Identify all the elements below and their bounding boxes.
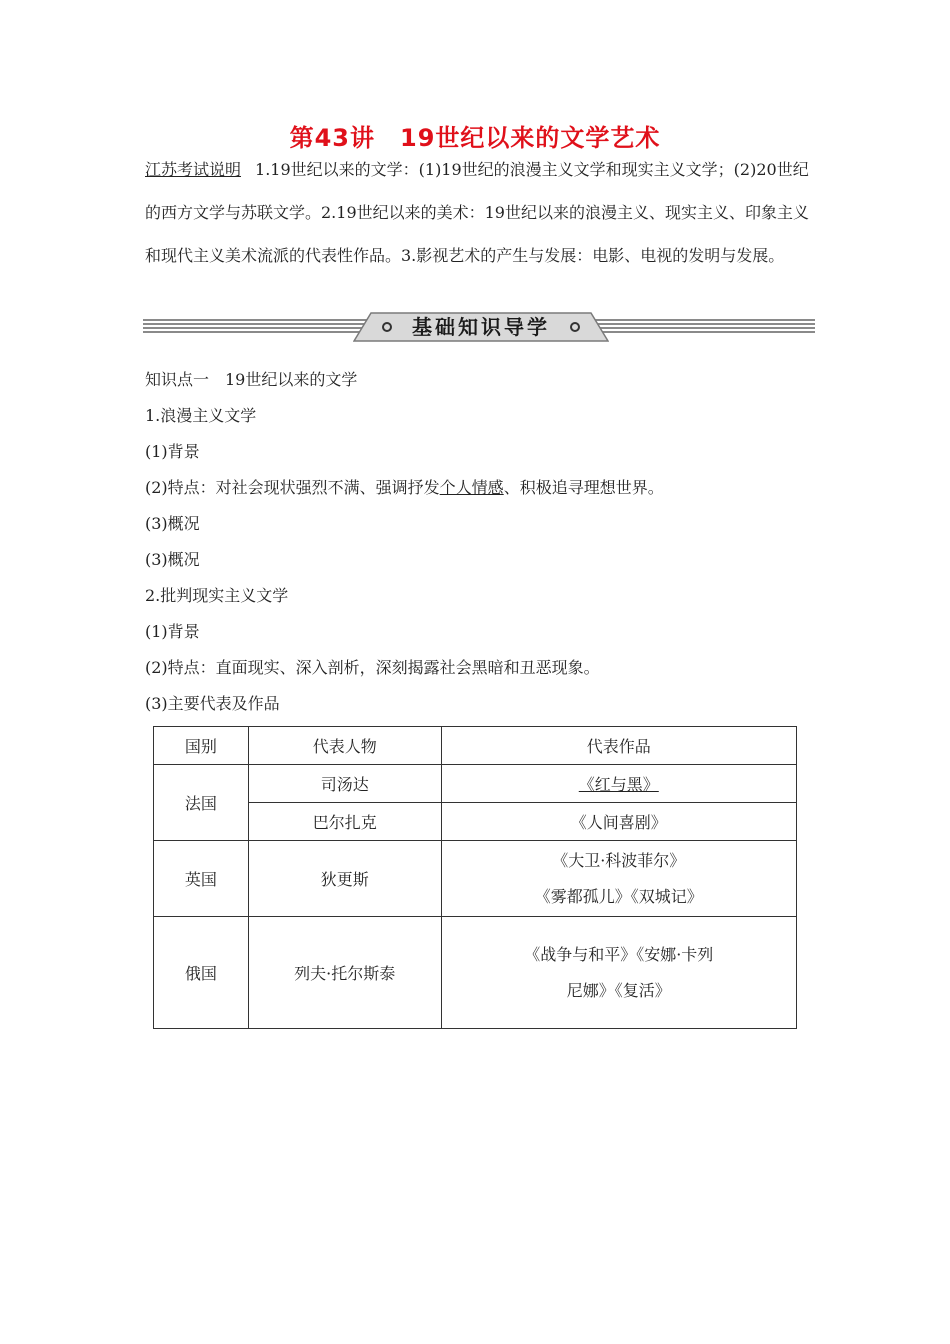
works-cell (441, 841, 796, 917)
author-cell: 司汤达 (248, 765, 441, 803)
work-line: 《雾都孤儿》《双城记》 (534, 886, 703, 906)
works-cell (441, 917, 796, 1029)
romanticism-features-prefix: (2)特点：对社会现状强烈不满、强调抒发 (145, 478, 440, 497)
syllabus-text: 1.19世纪以来的文学：(1)19世纪的浪漫主义文学和现实主义文学；(2)20世纪的西方文学与苏联文学。2.19世纪以来的美术：19世纪以来的浪漫主义、现实主义、印象主义和现代主义美术流派的代表性作品。3.影视艺术的产生与发展：电影、电视的发明与发展。 (145, 160, 809, 265)
table-row (154, 841, 797, 917)
country-cell: 法国 (154, 765, 249, 841)
work-title: 《红与黑》 (578, 775, 659, 794)
table-header-row (154, 727, 797, 765)
header-author: 代表人物 (248, 727, 441, 765)
table-row (154, 917, 797, 1029)
romanticism-features-keyword: 个人情感 (439, 478, 504, 497)
header-country: 国别 (154, 727, 249, 765)
author-cell: 列夫·托尔斯泰 (248, 917, 441, 1029)
works-cell (441, 765, 796, 803)
romanticism-heading: 1.浪漫主义文学 (145, 406, 257, 425)
work-line: 《战争与和平》《安娜·卡列 (524, 944, 714, 964)
country-cell: 英国 (154, 841, 249, 917)
page-title: 第43讲 19世纪以来的文学艺术 (289, 124, 661, 152)
header-works: 代表作品 (441, 727, 796, 765)
section-banner (143, 312, 815, 342)
author-cell: 巴尔扎克 (248, 803, 441, 841)
realism-background: (1)背景 (145, 622, 200, 641)
banner-left-lines (143, 319, 383, 337)
knowledge-point-heading: 知识点一 19世纪以来的文学 (145, 370, 358, 389)
syllabus-paragraph (145, 148, 810, 277)
table-row (154, 803, 797, 841)
banner-right-lines (575, 319, 815, 337)
work-line: 尼娜》《复活》 (566, 980, 671, 1000)
realism-works-heading: (3)主要代表及作品 (145, 694, 280, 713)
country-cell: 俄国 (154, 917, 249, 1029)
work-line: 《大卫·科波菲尔》 (552, 850, 686, 870)
author-cell: 狄更斯 (248, 841, 441, 917)
table-row (154, 765, 797, 803)
realism-heading: 2.批判现实主义文学 (145, 586, 289, 605)
works-cell: 《人间喜剧》 (441, 803, 796, 841)
romanticism-overview: (3)概况 (145, 514, 200, 533)
romanticism-background: (1)背景 (145, 442, 200, 461)
banner-title: 基础知识导学 (412, 315, 550, 339)
romanticism-overview-repeat: (3)概况 (145, 550, 200, 569)
authors-works-table (153, 726, 797, 1029)
romanticism-features-suffix: 、积极追寻理想世界。 (503, 478, 664, 497)
syllabus-label: 江苏考试说明 (145, 160, 242, 179)
romanticism-features (145, 478, 664, 498)
realism-features: (2)特点：直面现实、深入剖析，深刻揭露社会黑暗和丑恶现象。 (145, 658, 600, 677)
